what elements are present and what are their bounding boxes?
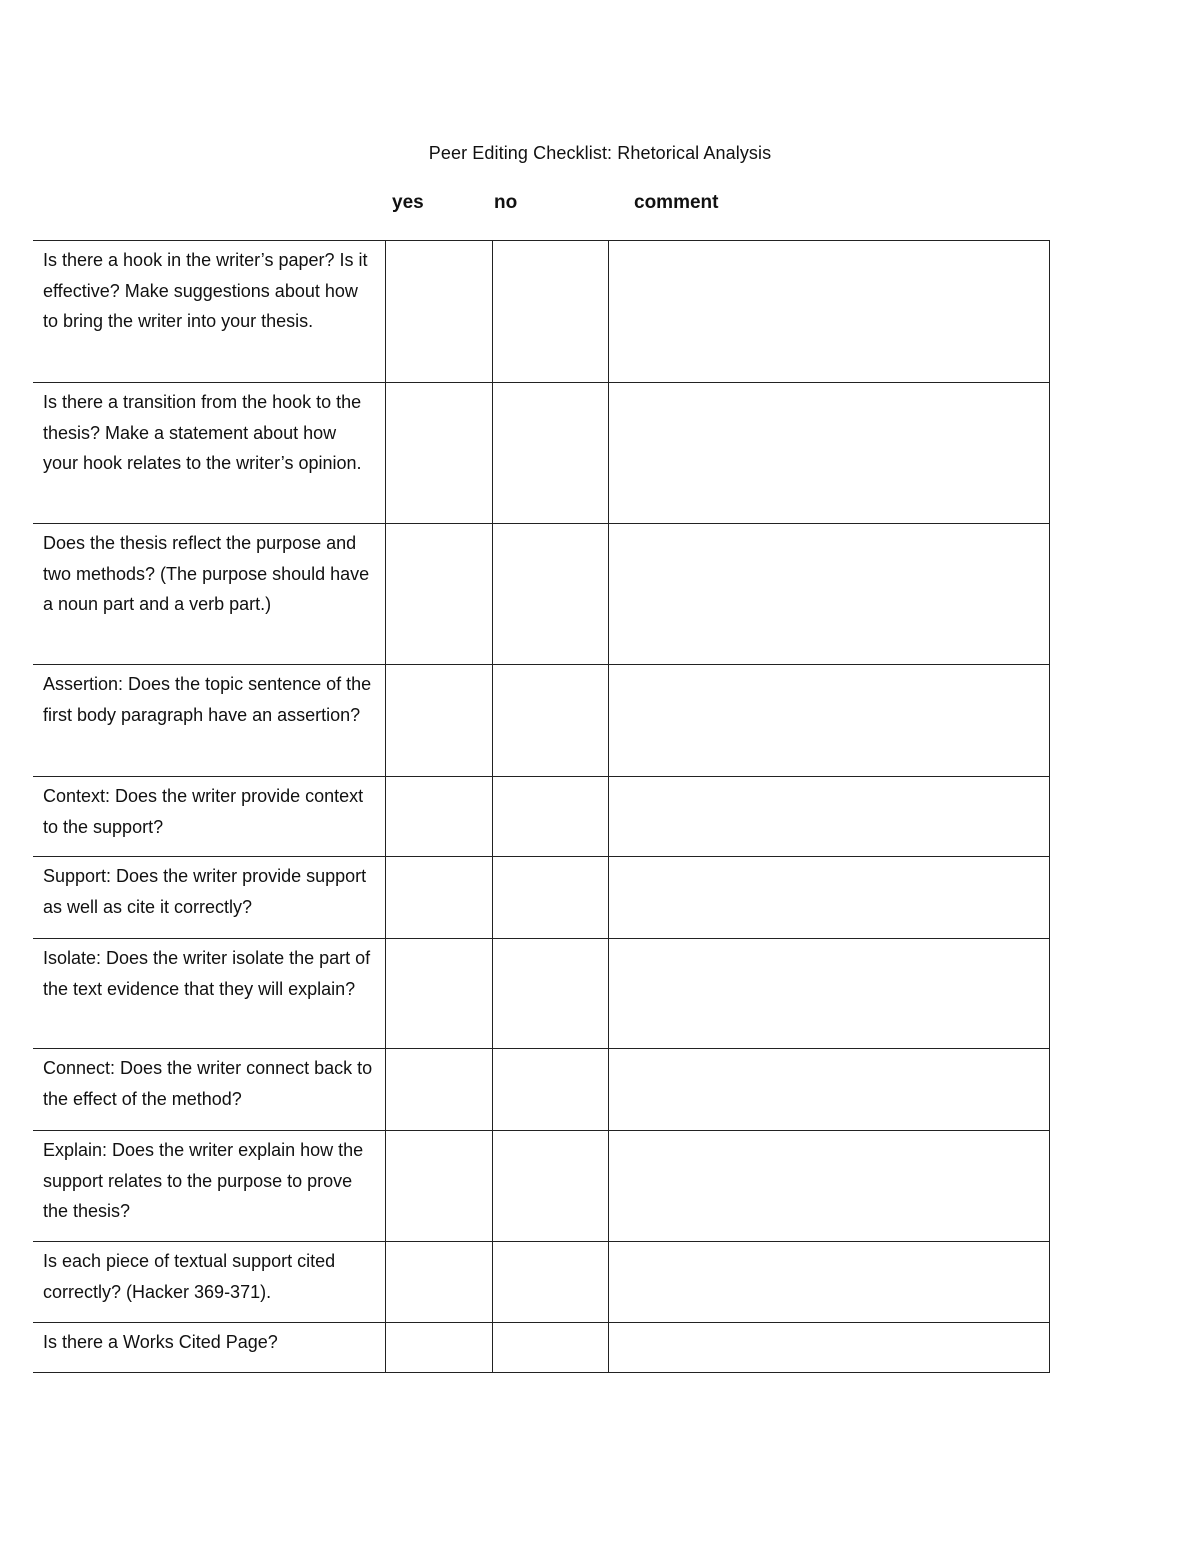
yes-cell[interactable] bbox=[385, 1049, 492, 1131]
comment-cell[interactable] bbox=[608, 383, 1049, 524]
question-cell bbox=[33, 1323, 385, 1373]
no-cell[interactable] bbox=[492, 241, 608, 383]
question-text: Connect: Does the writer connect back to the effect of the method? bbox=[43, 1058, 373, 1109]
question-cell bbox=[33, 777, 385, 857]
question-text: Assertion: Does the topic sentence of the first body paragraph have an assertion? bbox=[43, 674, 372, 725]
page-title: Peer Editing Checklist: Rhetorical Analysis bbox=[428, 143, 772, 163]
table-row bbox=[33, 665, 1049, 777]
comment-cell[interactable] bbox=[608, 1049, 1049, 1131]
yes-cell[interactable] bbox=[385, 939, 492, 1049]
column-header-no: no bbox=[494, 192, 518, 213]
column-header-comment: comment bbox=[634, 192, 719, 213]
table-row bbox=[33, 857, 1049, 939]
column-header-yes: yes bbox=[392, 192, 424, 213]
question-cell bbox=[33, 665, 385, 777]
question-cell bbox=[33, 939, 385, 1049]
yes-cell[interactable] bbox=[385, 524, 492, 665]
table-row bbox=[33, 383, 1049, 524]
question-text: Support: Does the writer provide support as well as cite it correctly? bbox=[43, 866, 367, 917]
table-row bbox=[33, 1323, 1049, 1373]
no-cell[interactable] bbox=[492, 383, 608, 524]
table-row bbox=[33, 1131, 1049, 1242]
yes-cell[interactable] bbox=[385, 777, 492, 857]
table-row bbox=[33, 777, 1049, 857]
yes-cell[interactable] bbox=[385, 241, 492, 383]
table-row bbox=[33, 241, 1049, 383]
no-cell[interactable] bbox=[492, 1131, 608, 1242]
comment-cell[interactable] bbox=[608, 857, 1049, 939]
table-row bbox=[33, 1242, 1049, 1323]
table-row bbox=[33, 1049, 1049, 1131]
question-text: Isolate: Does the writer isolate the part of the text evidence that they will explain? bbox=[43, 948, 371, 999]
question-cell bbox=[33, 524, 385, 665]
no-cell[interactable] bbox=[492, 857, 608, 939]
yes-cell[interactable] bbox=[385, 383, 492, 524]
yes-cell[interactable] bbox=[385, 665, 492, 777]
yes-cell[interactable] bbox=[385, 857, 492, 939]
table-row bbox=[33, 524, 1049, 665]
no-cell[interactable] bbox=[492, 1242, 608, 1323]
comment-cell[interactable] bbox=[608, 939, 1049, 1049]
no-cell[interactable] bbox=[492, 665, 608, 777]
yes-cell[interactable] bbox=[385, 1242, 492, 1323]
question-text: Is each piece of textual support cited correctly? (Hacker 369-371). bbox=[43, 1251, 336, 1302]
no-cell[interactable] bbox=[492, 939, 608, 1049]
comment-cell[interactable] bbox=[608, 524, 1049, 665]
no-cell[interactable] bbox=[492, 524, 608, 665]
comment-cell[interactable] bbox=[608, 1323, 1049, 1373]
no-cell[interactable] bbox=[492, 777, 608, 857]
question-cell bbox=[33, 857, 385, 939]
yes-cell[interactable] bbox=[385, 1323, 492, 1373]
question-text: Explain: Does the writer explain how the support relates to the purpose to prove the thesis? bbox=[43, 1140, 364, 1221]
comment-cell[interactable] bbox=[608, 777, 1049, 857]
comment-cell[interactable] bbox=[608, 241, 1049, 383]
table-row bbox=[33, 939, 1049, 1049]
comment-cell[interactable] bbox=[608, 1242, 1049, 1323]
question-cell bbox=[33, 383, 385, 524]
comment-cell[interactable] bbox=[608, 665, 1049, 777]
question-text: Does the thesis reflect the purpose and two methods? (The purpose should have a noun part and a verb part.) bbox=[43, 533, 370, 614]
comment-cell[interactable] bbox=[608, 1131, 1049, 1242]
question-cell bbox=[33, 1131, 385, 1242]
question-text: Is there a transition from the hook to the thesis? Make a statement about how your hook relates to the writer’s opinion. bbox=[43, 392, 362, 473]
question-text: Is there a Works Cited Page? bbox=[43, 1332, 278, 1352]
yes-cell[interactable] bbox=[385, 1131, 492, 1242]
no-cell[interactable] bbox=[492, 1323, 608, 1373]
question-cell bbox=[33, 1049, 385, 1131]
question-cell bbox=[33, 1242, 385, 1323]
question-cell bbox=[33, 241, 385, 383]
checklist-table bbox=[33, 240, 1050, 1373]
no-cell[interactable] bbox=[492, 1049, 608, 1131]
question-text: Is there a hook in the writer’s paper? Is it effective? Make suggestions about how to bring the writer into your thesis. bbox=[43, 250, 368, 331]
question-text: Context: Does the writer provide context to the support? bbox=[43, 786, 364, 837]
